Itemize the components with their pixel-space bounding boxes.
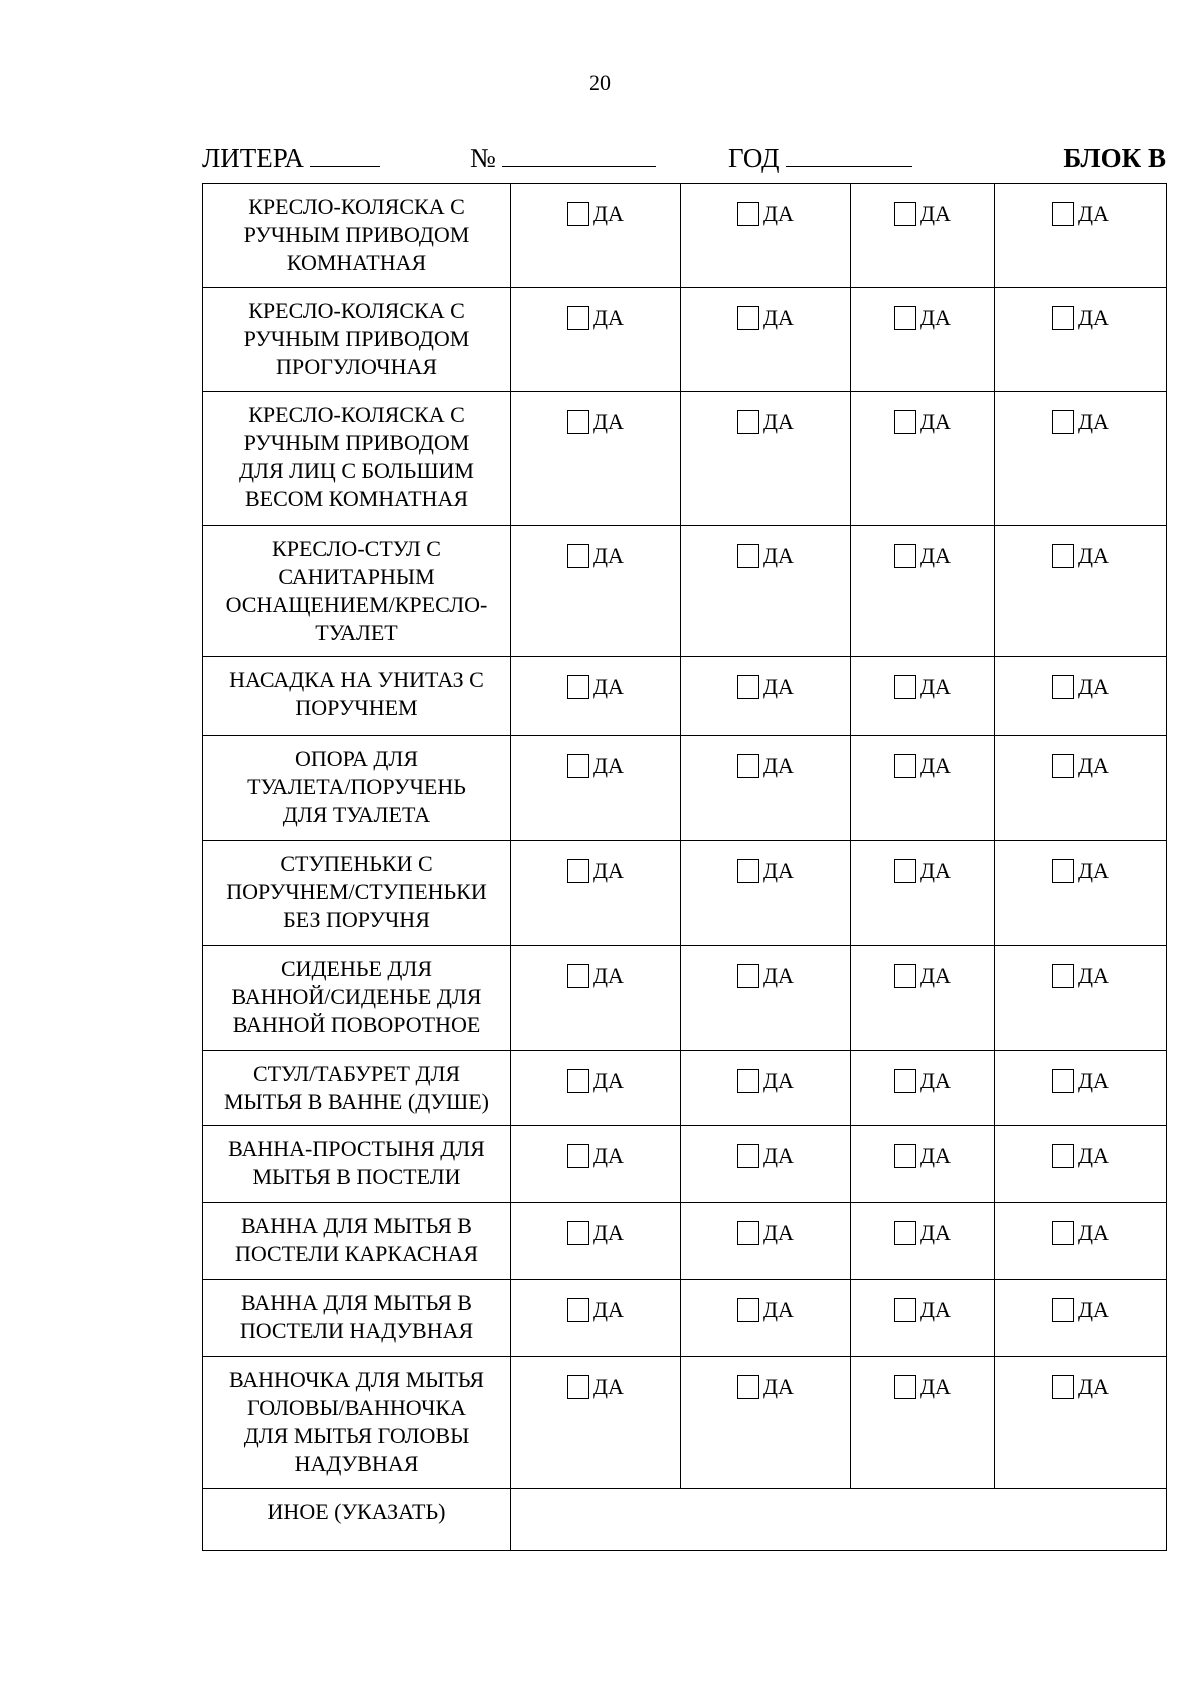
yes-checkbox-option[interactable] xyxy=(511,1144,680,1168)
equipment-table-body xyxy=(203,184,1167,1551)
table-row xyxy=(203,1126,1167,1203)
checkbox-label: ДА xyxy=(920,858,951,883)
check-cell xyxy=(681,392,851,526)
item-name-line: ВАННОЙ ПОВОРОТНОЕ xyxy=(232,1012,481,1037)
item-name-line: СИДЕНЬЕ ДЛЯ xyxy=(280,956,433,981)
other-row xyxy=(203,1489,1167,1551)
checkbox-label: ДА xyxy=(1078,753,1109,778)
checkbox-square[interactable] xyxy=(737,964,759,988)
checkbox-square[interactable] xyxy=(737,859,759,883)
checkbox-square[interactable] xyxy=(737,675,759,699)
checkbox-label: ДА xyxy=(920,674,951,699)
item-name-line: СТУЛ/ТАБУРЕТ ДЛЯ xyxy=(252,1061,461,1086)
yes-checkbox-option[interactable] xyxy=(851,964,994,988)
check-cell xyxy=(995,392,1167,526)
checkbox-label: ДА xyxy=(593,674,624,699)
check-cell xyxy=(995,657,1167,736)
checkbox-square[interactable] xyxy=(567,675,589,699)
yes-checkbox-option[interactable] xyxy=(995,964,1166,988)
checkbox-square[interactable] xyxy=(1052,1221,1074,1245)
checkbox-label: ДА xyxy=(593,858,624,883)
item-name-cell xyxy=(203,392,511,526)
yes-checkbox-option[interactable] xyxy=(511,859,680,883)
yes-checkbox-option[interactable] xyxy=(995,1375,1166,1399)
item-name-line: ПОСТЕЛИ НАДУВНАЯ xyxy=(239,1318,474,1343)
checkbox-square[interactable] xyxy=(1052,202,1074,226)
checkbox-label: ДА xyxy=(920,1068,951,1093)
item-name-line: ТУАЛЕТ xyxy=(315,620,398,645)
checkbox-square[interactable] xyxy=(1052,544,1074,568)
yes-checkbox-option[interactable] xyxy=(851,754,994,778)
item-name-line: ДЛЯ МЫТЬЯ ГОЛОВЫ xyxy=(243,1423,470,1448)
checkbox-square[interactable] xyxy=(737,306,759,330)
yes-checkbox-option[interactable] xyxy=(851,1144,994,1168)
yes-checkbox-option[interactable] xyxy=(851,1069,994,1093)
checkbox-label: ДА xyxy=(593,1297,624,1322)
check-cell xyxy=(681,184,851,288)
yes-checkbox-option[interactable] xyxy=(995,1144,1166,1168)
other-input-cell[interactable] xyxy=(511,1489,1167,1551)
checkbox-label: ДА xyxy=(920,1297,951,1322)
check-cell xyxy=(681,736,851,841)
checkbox-square[interactable] xyxy=(737,754,759,778)
check-cell xyxy=(995,1126,1167,1203)
checkbox-square[interactable] xyxy=(894,410,916,434)
yes-checkbox-option[interactable] xyxy=(851,410,994,434)
number-field xyxy=(470,143,656,174)
litera-label: ЛИТЕРА xyxy=(202,143,304,173)
checkbox-square[interactable] xyxy=(894,1144,916,1168)
table-row xyxy=(203,184,1167,288)
check-cell xyxy=(995,946,1167,1051)
item-name-line: ДЛЯ ТУАЛЕТА xyxy=(282,802,431,827)
item-name-line: НАСАДКА НА УНИТАЗ С xyxy=(229,667,484,692)
check-cell xyxy=(681,946,851,1051)
checkbox-label: ДА xyxy=(763,201,794,226)
checkbox-square[interactable] xyxy=(567,410,589,434)
checkbox-square[interactable] xyxy=(737,1298,759,1322)
table-row xyxy=(203,1203,1167,1280)
checkbox-square[interactable] xyxy=(567,964,589,988)
check-cell xyxy=(511,946,681,1051)
item-name-line: КОМНАТНАЯ xyxy=(286,250,427,275)
check-cell xyxy=(995,1203,1167,1280)
item-name-cell xyxy=(203,946,511,1051)
check-cell xyxy=(511,1357,681,1489)
table-row xyxy=(203,657,1167,736)
checkbox-label: ДА xyxy=(1078,201,1109,226)
form-header xyxy=(202,143,1166,177)
checkbox-square[interactable] xyxy=(737,1375,759,1399)
item-name-line: НАДУВНАЯ xyxy=(294,1451,419,1476)
item-name-line: БЕЗ ПОРУЧНЯ xyxy=(283,907,430,932)
yes-checkbox-option[interactable] xyxy=(681,544,850,568)
checkbox-square[interactable] xyxy=(1052,675,1074,699)
checkbox-label: ДА xyxy=(763,1220,794,1245)
checkbox-label: ДА xyxy=(593,1374,624,1399)
checkbox-label: ДА xyxy=(763,674,794,699)
checkbox-label: ДА xyxy=(1078,1220,1109,1245)
yes-checkbox-option[interactable] xyxy=(511,1069,680,1093)
year-input-line[interactable] xyxy=(786,144,912,167)
yes-checkbox-option[interactable] xyxy=(511,202,680,226)
check-cell xyxy=(681,526,851,657)
checkbox-square[interactable] xyxy=(737,202,759,226)
item-name-line: ОСНАЩЕНИЕМ/КРЕСЛО- xyxy=(225,592,488,617)
checkbox-square[interactable] xyxy=(1052,410,1074,434)
checkbox-label: ДА xyxy=(920,753,951,778)
check-cell xyxy=(511,657,681,736)
checkbox-square[interactable] xyxy=(1052,1069,1074,1093)
checkbox-label: ДА xyxy=(593,305,624,330)
checkbox-square[interactable] xyxy=(567,1144,589,1168)
item-name-line: ДЛЯ ЛИЦ С БОЛЬШИМ xyxy=(239,458,474,483)
item-name-line: ГОЛОВЫ/ВАННОЧКА xyxy=(247,1395,466,1420)
checkbox-label: ДА xyxy=(1078,674,1109,699)
item-name-line: СТУПЕНЬКИ С xyxy=(280,851,433,876)
checkbox-square[interactable] xyxy=(894,754,916,778)
yes-checkbox-option[interactable] xyxy=(511,675,680,699)
yes-checkbox-option[interactable] xyxy=(995,859,1166,883)
check-cell xyxy=(851,1357,995,1489)
item-name-cell xyxy=(203,288,511,392)
checkbox-square[interactable] xyxy=(894,1221,916,1245)
yes-checkbox-option[interactable] xyxy=(511,1375,680,1399)
item-name-line: ВЕСОМ КОМНАТНАЯ xyxy=(244,486,469,511)
check-cell xyxy=(511,392,681,526)
table-row xyxy=(203,1051,1167,1126)
number-input-line[interactable] xyxy=(502,144,656,167)
item-name-cell xyxy=(203,657,511,736)
yes-checkbox-option[interactable] xyxy=(995,202,1166,226)
checkbox-label: ДА xyxy=(920,1374,951,1399)
table-row xyxy=(203,841,1167,946)
check-cell xyxy=(995,1280,1167,1357)
item-name-line: РУЧНЫМ ПРИВОДОМ xyxy=(243,326,470,351)
item-name-line: ВАННА ДЛЯ МЫТЬЯ В xyxy=(241,1290,472,1315)
check-cell xyxy=(851,1203,995,1280)
checkbox-label: ДА xyxy=(763,1143,794,1168)
yes-checkbox-option[interactable] xyxy=(995,754,1166,778)
item-name-line: КРЕСЛО-СТУЛ С xyxy=(272,536,441,561)
item-name-line: ВАННОЙ/СИДЕНЬЕ ДЛЯ xyxy=(231,984,482,1009)
check-cell xyxy=(851,288,995,392)
check-cell xyxy=(681,1357,851,1489)
yes-checkbox-option[interactable] xyxy=(681,1298,850,1322)
checkbox-square[interactable] xyxy=(737,544,759,568)
checkbox-label: ДА xyxy=(920,201,951,226)
checkbox-square[interactable] xyxy=(894,1375,916,1399)
item-name-cell xyxy=(203,1280,511,1357)
yes-checkbox-option[interactable] xyxy=(995,675,1166,699)
check-cell xyxy=(511,288,681,392)
yes-checkbox-option[interactable] xyxy=(681,410,850,434)
checkbox-label: ДА xyxy=(763,753,794,778)
yes-checkbox-option[interactable] xyxy=(995,1069,1166,1093)
checkbox-square[interactable] xyxy=(567,754,589,778)
table-row xyxy=(203,946,1167,1051)
yes-checkbox-option[interactable] xyxy=(511,1221,680,1245)
checkbox-square[interactable] xyxy=(1052,964,1074,988)
checkbox-square[interactable] xyxy=(567,306,589,330)
checkbox-label: ДА xyxy=(1078,1374,1109,1399)
item-name-line: РУЧНЫМ ПРИВОДОМ xyxy=(243,430,470,455)
checkbox-label: ДА xyxy=(920,1143,951,1168)
check-cell xyxy=(511,184,681,288)
check-cell xyxy=(681,1280,851,1357)
yes-checkbox-option[interactable] xyxy=(851,859,994,883)
check-cell xyxy=(851,392,995,526)
yes-checkbox-option[interactable] xyxy=(681,675,850,699)
table-row xyxy=(203,392,1167,526)
check-cell xyxy=(851,1280,995,1357)
item-name-line: МЫТЬЯ В ВАННЕ (ДУШЕ) xyxy=(223,1089,490,1114)
checkbox-label: ДА xyxy=(763,1374,794,1399)
check-cell xyxy=(851,946,995,1051)
check-cell xyxy=(995,288,1167,392)
yes-checkbox-option[interactable] xyxy=(681,964,850,988)
checkbox-square[interactable] xyxy=(737,1069,759,1093)
yes-checkbox-option[interactable] xyxy=(681,1375,850,1399)
checkbox-square[interactable] xyxy=(567,544,589,568)
check-cell xyxy=(511,1203,681,1280)
checkbox-label: ДА xyxy=(763,409,794,434)
table-row xyxy=(203,1357,1167,1489)
yes-checkbox-option[interactable] xyxy=(995,544,1166,568)
item-name-line: ВАННА-ПРОСТЫНЯ ДЛЯ xyxy=(228,1136,485,1161)
yes-checkbox-option[interactable] xyxy=(511,754,680,778)
checkbox-square[interactable] xyxy=(1052,1298,1074,1322)
yes-checkbox-option[interactable] xyxy=(995,410,1166,434)
check-cell xyxy=(995,736,1167,841)
item-name-line: ПРОГУЛОЧНАЯ xyxy=(275,354,438,379)
item-name-line: РУЧНЫМ ПРИВОДОМ xyxy=(243,222,470,247)
checkbox-label: ДА xyxy=(763,543,794,568)
number-label: № xyxy=(470,143,496,173)
yes-checkbox-option[interactable] xyxy=(511,306,680,330)
block-label: БЛОК В xyxy=(1063,143,1166,173)
item-name-cell xyxy=(203,736,511,841)
yes-checkbox-option[interactable] xyxy=(851,306,994,330)
checkbox-square[interactable] xyxy=(567,202,589,226)
yes-checkbox-option[interactable] xyxy=(681,754,850,778)
check-cell xyxy=(851,184,995,288)
checkbox-label: ДА xyxy=(763,858,794,883)
checkbox-square[interactable] xyxy=(894,1298,916,1322)
item-name-line: ВАННОЧКА ДЛЯ МЫТЬЯ xyxy=(228,1367,485,1392)
yes-checkbox-option[interactable] xyxy=(511,964,680,988)
item-name-line: ВАННА ДЛЯ МЫТЬЯ В xyxy=(241,1213,472,1238)
check-cell xyxy=(851,526,995,657)
checkbox-label: ДА xyxy=(593,963,624,988)
check-cell xyxy=(681,288,851,392)
yes-checkbox-option[interactable] xyxy=(681,306,850,330)
checkbox-label: ДА xyxy=(593,1068,624,1093)
check-cell xyxy=(511,1280,681,1357)
item-name-line: ОПОРА ДЛЯ xyxy=(294,746,419,771)
check-cell xyxy=(851,1126,995,1203)
checkbox-label: ДА xyxy=(1078,543,1109,568)
checkbox-square[interactable] xyxy=(737,410,759,434)
checkbox-label: ДА xyxy=(1078,963,1109,988)
checkbox-square[interactable] xyxy=(567,1221,589,1245)
item-name-line: ПОРУЧНЕМ xyxy=(295,695,418,720)
checkbox-label: ДА xyxy=(593,1220,624,1245)
check-cell xyxy=(681,1126,851,1203)
check-cell xyxy=(851,1051,995,1126)
check-cell xyxy=(851,657,995,736)
page-number: 20 xyxy=(589,70,611,95)
check-cell xyxy=(511,1126,681,1203)
item-name-line: КРЕСЛО-КОЛЯСКА С xyxy=(248,194,465,219)
yes-checkbox-option[interactable] xyxy=(851,544,994,568)
checkbox-square[interactable] xyxy=(894,964,916,988)
checkbox-square[interactable] xyxy=(567,1375,589,1399)
yes-checkbox-option[interactable] xyxy=(681,202,850,226)
checkbox-square[interactable] xyxy=(567,859,589,883)
year-field xyxy=(728,143,912,174)
checkbox-label: ДА xyxy=(1078,1143,1109,1168)
item-name-cell xyxy=(203,526,511,657)
check-cell xyxy=(995,1051,1167,1126)
checkbox-label: ДА xyxy=(593,1143,624,1168)
litera-field xyxy=(202,143,380,174)
checkbox-label: ДА xyxy=(593,201,624,226)
yes-checkbox-option[interactable] xyxy=(511,544,680,568)
check-cell xyxy=(511,1051,681,1126)
item-name-cell xyxy=(203,184,511,288)
check-cell xyxy=(995,526,1167,657)
yes-checkbox-option[interactable] xyxy=(851,202,994,226)
checkbox-label: ДА xyxy=(920,963,951,988)
yes-checkbox-option[interactable] xyxy=(511,1298,680,1322)
yes-checkbox-option[interactable] xyxy=(851,1221,994,1245)
check-cell xyxy=(995,1357,1167,1489)
checkbox-square[interactable] xyxy=(1052,306,1074,330)
checkbox-label: ДА xyxy=(1078,1068,1109,1093)
check-cell xyxy=(681,841,851,946)
check-cell xyxy=(995,841,1167,946)
item-name-line: КРЕСЛО-КОЛЯСКА С xyxy=(248,402,465,427)
checkbox-square[interactable] xyxy=(737,1144,759,1168)
check-cell xyxy=(851,736,995,841)
checkbox-label: ДА xyxy=(763,1297,794,1322)
checkbox-label: ДА xyxy=(920,305,951,330)
yes-checkbox-option[interactable] xyxy=(681,1069,850,1093)
yes-checkbox-option[interactable] xyxy=(681,859,850,883)
check-cell xyxy=(511,526,681,657)
yes-checkbox-option[interactable] xyxy=(995,1298,1166,1322)
checkbox-label: ДА xyxy=(1078,409,1109,434)
checkbox-square[interactable] xyxy=(894,675,916,699)
check-cell xyxy=(681,657,851,736)
year-label: ГОД xyxy=(728,143,780,173)
item-name-cell xyxy=(203,1203,511,1280)
item-name-line: ПОРУЧНЕМ/СТУПЕНЬКИ xyxy=(226,879,487,904)
checkbox-square[interactable] xyxy=(737,1221,759,1245)
checkbox-square[interactable] xyxy=(894,202,916,226)
check-cell xyxy=(995,184,1167,288)
checkbox-square[interactable] xyxy=(1052,1375,1074,1399)
checkbox-label: ДА xyxy=(1078,858,1109,883)
checkbox-square[interactable] xyxy=(894,544,916,568)
check-cell xyxy=(681,1051,851,1126)
yes-checkbox-option[interactable] xyxy=(995,1221,1166,1245)
check-cell xyxy=(851,841,995,946)
checkbox-square[interactable] xyxy=(1052,1144,1074,1168)
litera-input-line[interactable] xyxy=(310,144,380,167)
checkbox-label: ДА xyxy=(763,1068,794,1093)
item-name-line: КРЕСЛО-КОЛЯСКА С xyxy=(248,298,465,323)
yes-checkbox-option[interactable] xyxy=(681,1144,850,1168)
yes-checkbox-option[interactable] xyxy=(681,1221,850,1245)
checkbox-square[interactable] xyxy=(1052,754,1074,778)
yes-checkbox-option[interactable] xyxy=(851,1375,994,1399)
check-cell xyxy=(511,841,681,946)
item-name-cell xyxy=(203,1357,511,1489)
yes-checkbox-option[interactable] xyxy=(851,675,994,699)
check-cell xyxy=(511,736,681,841)
table-row xyxy=(203,288,1167,392)
table-row xyxy=(203,526,1167,657)
checkbox-label: ДА xyxy=(593,753,624,778)
item-name-cell xyxy=(203,841,511,946)
item-name-line: САНИТАРНЫМ xyxy=(278,564,435,589)
checkbox-label: ДА xyxy=(763,305,794,330)
checkbox-square[interactable] xyxy=(894,1069,916,1093)
check-cell xyxy=(681,1203,851,1280)
checkbox-label: ДА xyxy=(920,543,951,568)
checkbox-label: ДА xyxy=(763,963,794,988)
checkbox-square[interactable] xyxy=(1052,859,1074,883)
item-name-line: МЫТЬЯ В ПОСТЕЛИ xyxy=(252,1164,461,1189)
checkbox-label: ДА xyxy=(1078,305,1109,330)
checkbox-square[interactable] xyxy=(567,1069,589,1093)
item-name-line: ТУАЛЕТА/ПОРУЧЕНЬ xyxy=(247,774,466,799)
yes-checkbox-option[interactable] xyxy=(511,410,680,434)
checkbox-label: ДА xyxy=(593,543,624,568)
checkbox-label: ДА xyxy=(1078,1297,1109,1322)
checkbox-label: ДА xyxy=(593,409,624,434)
item-name-cell xyxy=(203,1051,511,1126)
other-label: ИНОЕ (УКАЗАТЬ) xyxy=(203,1489,511,1551)
table-row xyxy=(203,736,1167,841)
equipment-table xyxy=(202,183,1167,1551)
yes-checkbox-option[interactable] xyxy=(995,306,1166,330)
yes-checkbox-option[interactable] xyxy=(851,1298,994,1322)
item-name-cell xyxy=(203,1126,511,1203)
checkbox-label: ДА xyxy=(920,1220,951,1245)
item-name-line: ПОСТЕЛИ КАРКАСНАЯ xyxy=(235,1241,478,1266)
checkbox-label: ДА xyxy=(920,409,951,434)
checkbox-square[interactable] xyxy=(567,1298,589,1322)
checkbox-square[interactable] xyxy=(894,306,916,330)
table-row xyxy=(203,1280,1167,1357)
checkbox-square[interactable] xyxy=(894,859,916,883)
